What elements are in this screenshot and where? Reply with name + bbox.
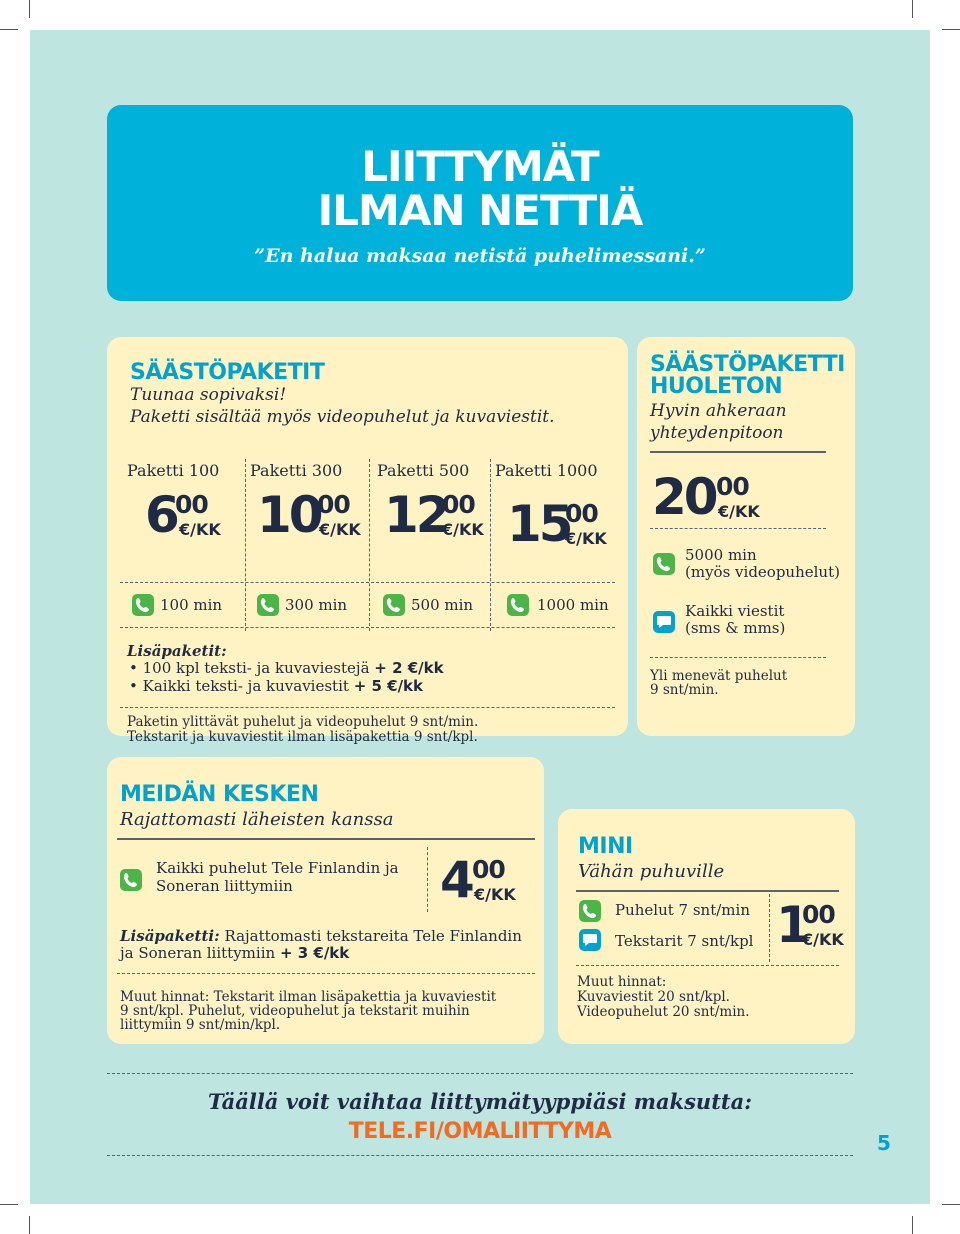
huoleton-card (637, 337, 855, 736)
column-divider (490, 459, 491, 631)
phone-icon (257, 594, 279, 616)
phone-icon (132, 594, 154, 616)
page-number: 5 (877, 1131, 891, 1155)
phone-icon (579, 900, 601, 922)
addon-price: + 3 €/kk (279, 944, 350, 962)
price-unit: €/KK (802, 930, 844, 949)
crop-mark (0, 1204, 18, 1205)
package-price (257, 486, 361, 544)
footnote: Muut hinnat: Tekstarit ilman lisäpakettia ja kuvaviestit (120, 989, 497, 1005)
addon-line (120, 945, 349, 962)
addon-item (129, 660, 444, 677)
card-title: MEIDÄN KESKEN (120, 782, 319, 807)
feature-text: Tekstarit 7 snt/kpl (615, 932, 754, 950)
message-icon (653, 611, 675, 633)
divider (576, 890, 839, 892)
package-minutes: 500 min (411, 596, 474, 614)
package-minutes: 300 min (285, 596, 348, 614)
price-euros: 6 (145, 486, 177, 544)
price-unit: €/KK (442, 520, 484, 539)
package-minutes: 1000 min (537, 596, 609, 614)
package-price (145, 486, 221, 544)
bullet: • (129, 659, 143, 677)
price-cents: 00 (802, 900, 835, 929)
footer-cta: Täällä voit vaihtaa liittymätyyppiäsi maksutta: (208, 1089, 752, 1114)
addon-line (120, 928, 522, 945)
column-divider (427, 847, 428, 912)
footnote: Paketin ylittävät puhelut ja videopuhelut 9 snt/min. (127, 714, 479, 730)
crop-mark (942, 29, 960, 30)
column-divider (245, 459, 246, 631)
price-euros: 1 (776, 896, 808, 954)
card-subtitle: Hyvin ahkeraan (650, 401, 787, 421)
price-euros: 20 (652, 468, 716, 526)
footnote: liittymiin 9 snt/min/kpl. (120, 1017, 281, 1033)
footnote: Videopuhelut 20 snt/min. (577, 1004, 750, 1020)
price-unit: €/KK (179, 520, 221, 539)
feature-text: 5000 min (685, 546, 757, 564)
crop-mark (0, 29, 18, 30)
title-line-2: ILMAN NETTIÄ (317, 186, 643, 235)
phone-icon (653, 553, 675, 575)
divider (117, 838, 535, 840)
card-title: MINI (578, 834, 633, 859)
price-unit: €/KK (319, 520, 361, 539)
feature-text: (sms & mms) (685, 619, 786, 637)
bullet: • (129, 677, 143, 695)
price-euros: 12 (384, 486, 448, 544)
package-price (507, 495, 607, 553)
price-unit: €/KK (718, 502, 760, 521)
brochure-page (30, 30, 930, 1204)
meidan-price (440, 851, 516, 909)
feature-text: Kaikki viestit (685, 602, 785, 620)
card-subtitle: Rajattomasti läheisten kanssa (120, 809, 394, 830)
message-icon (579, 929, 601, 951)
price-unit: €/KK (474, 885, 516, 904)
footnote: Muut hinnat: (577, 974, 667, 990)
addon-text: 100 kpl teksti- ja kuvaviestejä (142, 659, 370, 677)
column-divider (369, 459, 370, 631)
phone-icon (383, 594, 405, 616)
divider (117, 973, 535, 974)
mini-card (558, 809, 855, 1044)
card-subtitle: Vähän puhuville (578, 861, 725, 882)
phone-icon (507, 594, 529, 616)
divider (650, 451, 826, 453)
crop-mark (942, 1204, 960, 1205)
divider (120, 627, 615, 628)
footnote: Tekstarit ja kuvaviestit ilman lisäpakettia 9 snt/kpl. (127, 729, 478, 745)
mini-price (776, 896, 844, 954)
addon-price: + 5 €/kk (353, 677, 424, 695)
card-subtitle: Paketti sisältää myös videopuhelut ja kuvaviestit. (130, 407, 555, 427)
divider (650, 528, 826, 529)
divider (120, 707, 615, 708)
card-title: SÄÄSTÖPAKETIT (130, 360, 325, 385)
phone-icon (120, 869, 142, 891)
card-subtitle: Tuunaa sopivaksi! (130, 385, 287, 405)
addon-price: + 2 €/kk (374, 659, 444, 677)
addon-item (129, 678, 423, 695)
price-cents: 00 (442, 490, 475, 519)
crop-mark (912, 1216, 913, 1234)
package-name: Paketti 100 (127, 461, 220, 480)
addon-text: Kaikki teksti- ja kuvaviestit (142, 677, 349, 695)
divider (650, 657, 826, 658)
addon-text: Rajattomasti tekstareita Tele Finlandin (224, 927, 522, 945)
price-euros: 4 (440, 851, 472, 909)
addons-title (127, 643, 227, 660)
divider (107, 1155, 853, 1156)
addon-text: ja Soneran liittymiin (120, 944, 276, 962)
price-cents: 00 (175, 490, 208, 519)
price-cents: 00 (565, 499, 598, 528)
divider (576, 965, 839, 966)
title-line-1: LIITTYMÄT (361, 142, 599, 191)
price-cents: 00 (317, 490, 350, 519)
price-cents: 00 (716, 472, 749, 501)
price-euros: 15 (507, 495, 571, 553)
footnote: 9 snt/min. (650, 682, 719, 698)
feature-text: (myös videopuhelut) (685, 563, 840, 581)
card-title: HUOLETON (650, 374, 783, 399)
feature-text: Puhelut 7 snt/min (615, 901, 750, 919)
card-title: SÄÄSTÖPAKETTI (650, 352, 845, 377)
feature-text: Soneran liittymiin (156, 877, 293, 895)
package-minutes: 100 min (160, 596, 223, 614)
header-banner (107, 105, 853, 301)
crop-mark (912, 0, 913, 18)
package-name: Paketti 500 (377, 461, 470, 480)
crop-mark (29, 1216, 30, 1234)
feature-text: Kaikki puhelut Tele Finlandin ja (156, 859, 399, 877)
divider (120, 582, 615, 583)
footnote: Yli menevät puhelut (650, 668, 788, 684)
price-euros: 10 (257, 486, 321, 544)
header-quote: ”En halua maksaa netistä puhelimessani.” (254, 245, 706, 267)
divider (107, 1073, 853, 1074)
card-subtitle: yhteydenpitoon (650, 423, 784, 443)
huoleton-price (652, 468, 760, 526)
footer-url[interactable]: TELE.FI/OMALIITTYMA (348, 1119, 612, 1144)
addon-label: Lisäpaketti: (120, 927, 220, 945)
saastopaketit-card (107, 337, 628, 745)
package-name: Paketti 1000 (495, 461, 598, 480)
crop-mark (29, 0, 30, 18)
footnote: Kuvaviestit 20 snt/kpl. (577, 989, 730, 1005)
package-price (384, 486, 484, 544)
meidan-kesken-card (107, 757, 544, 1044)
column-divider (769, 894, 770, 962)
package-name: Paketti 300 (250, 461, 343, 480)
footnote: 9 snt/kpl. Puhelut, videopuhelut ja tekstarit muihin (120, 1003, 470, 1019)
addons-label: Lisäpaketit: (127, 642, 227, 660)
price-unit: €/KK (565, 529, 607, 548)
price-cents: 00 (472, 855, 505, 884)
